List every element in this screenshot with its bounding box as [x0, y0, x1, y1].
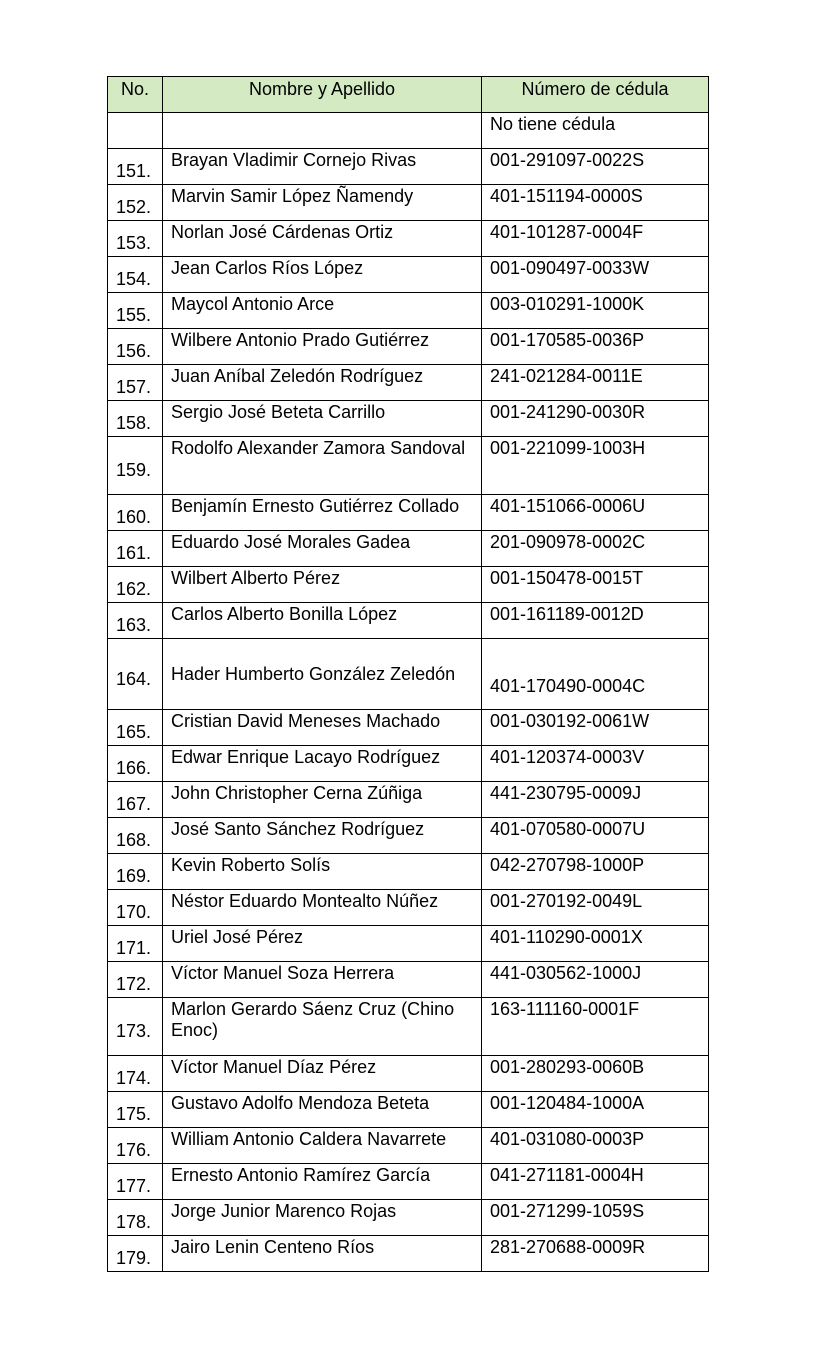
table-row [108, 1236, 709, 1272]
row-cedula: 001-150478-0015T [482, 567, 709, 603]
table-row [108, 567, 709, 603]
table-row [108, 365, 709, 401]
row-name: José Santo Sánchez Rodríguez [163, 818, 482, 854]
table-row [108, 782, 709, 818]
row-cedula: 401-151194-0000S [482, 185, 709, 221]
records-table [107, 76, 709, 1272]
row-number: 178. [108, 1200, 163, 1236]
row-cedula: 001-090497-0033W [482, 257, 709, 293]
table-row [108, 329, 709, 365]
table-row [108, 639, 709, 710]
row-cedula: 001-280293-0060B [482, 1056, 709, 1092]
row-name: Víctor Manuel Soza Herrera [163, 962, 482, 998]
table-row [108, 854, 709, 890]
row-name: Wilbert Alberto Pérez [163, 567, 482, 603]
row-cedula: 401-110290-0001X [482, 926, 709, 962]
table-header-row [108, 77, 709, 113]
row-cedula: 281-270688-0009R [482, 1236, 709, 1272]
row-cedula: 003-010291-1000K [482, 293, 709, 329]
row-name: John Christopher Cerna Zúñiga [163, 782, 482, 818]
row-name: Jean Carlos Ríos López [163, 257, 482, 293]
row-name: Maycol Antonio Arce [163, 293, 482, 329]
row-number: 168. [108, 818, 163, 854]
row-number: 164. [108, 639, 163, 710]
row-number: 169. [108, 854, 163, 890]
row-number: 174. [108, 1056, 163, 1092]
table-row [108, 1092, 709, 1128]
row-cedula: 241-021284-0011E [482, 365, 709, 401]
row-name: Uriel José Pérez [163, 926, 482, 962]
row-name: Gustavo Adolfo Mendoza Beteta [163, 1092, 482, 1128]
row-name: Norlan José Cárdenas Ortiz [163, 221, 482, 257]
row-cedula: 401-101287-0004F [482, 221, 709, 257]
row-number: 153. [108, 221, 163, 257]
row-cedula: 001-221099-1003H [482, 437, 709, 495]
row-cedula: 441-030562-1000J [482, 962, 709, 998]
row-name: Jorge Junior Marenco Rojas [163, 1200, 482, 1236]
table-row [108, 1164, 709, 1200]
row-cedula: 001-120484-1000A [482, 1092, 709, 1128]
row-name: Wilbere Antonio Prado Gutiérrez [163, 329, 482, 365]
row-number: 179. [108, 1236, 163, 1272]
row-cedula: 401-070580-0007U [482, 818, 709, 854]
row-name: Brayan Vladimir Cornejo Rivas [163, 149, 482, 185]
row-number: 171. [108, 926, 163, 962]
row-number: 176. [108, 1128, 163, 1164]
row-number: 165. [108, 710, 163, 746]
row-number: 152. [108, 185, 163, 221]
row-cedula: 042-270798-1000P [482, 854, 709, 890]
row-cedula: 401-170490-0004C [482, 639, 709, 710]
table-row [108, 257, 709, 293]
table-row [108, 998, 709, 1056]
row-name: Edwar Enrique Lacayo Rodríguez [163, 746, 482, 782]
row-number: 175. [108, 1092, 163, 1128]
row-number [108, 113, 163, 149]
row-number: 162. [108, 567, 163, 603]
row-name: Víctor Manuel Díaz Pérez [163, 1056, 482, 1092]
row-name: Sergio José Beteta Carrillo [163, 401, 482, 437]
table-row [108, 1200, 709, 1236]
row-name: Marvin Samir López Ñamendy [163, 185, 482, 221]
row-number: 173. [108, 998, 163, 1056]
row-number: 167. [108, 782, 163, 818]
row-number: 166. [108, 746, 163, 782]
row-name: Ernesto Antonio Ramírez García [163, 1164, 482, 1200]
row-number: 160. [108, 495, 163, 531]
row-name: Néstor Eduardo Montealto Núñez [163, 890, 482, 926]
row-name: Jairo Lenin Centeno Ríos [163, 1236, 482, 1272]
row-name: Hader Humberto González Zeledón [163, 639, 482, 710]
row-name: William Antonio Caldera Navarrete [163, 1128, 482, 1164]
table-row [108, 495, 709, 531]
row-cedula: 001-271299-1059S [482, 1200, 709, 1236]
row-number: 155. [108, 293, 163, 329]
table-row [108, 1056, 709, 1092]
row-cedula: 401-031080-0003P [482, 1128, 709, 1164]
row-name: Juan Aníbal Zeledón Rodríguez [163, 365, 482, 401]
row-number: 163. [108, 603, 163, 639]
row-number: 154. [108, 257, 163, 293]
table-row [108, 401, 709, 437]
row-number: 158. [108, 401, 163, 437]
table-row [108, 746, 709, 782]
row-name: Rodolfo Alexander Zamora Sandoval [163, 437, 482, 495]
table-row [108, 603, 709, 639]
row-cedula: 041-271181-0004H [482, 1164, 709, 1200]
row-number: 156. [108, 329, 163, 365]
column-header-cedula: Número de cédula [482, 77, 709, 113]
row-cedula: 001-270192-0049L [482, 890, 709, 926]
row-cedula: 001-170585-0036P [482, 329, 709, 365]
table-row [108, 531, 709, 567]
row-number: 170. [108, 890, 163, 926]
table-row [108, 293, 709, 329]
table-row [108, 221, 709, 257]
row-name [163, 113, 482, 149]
row-number: 177. [108, 1164, 163, 1200]
row-cedula: No tiene cédula [482, 113, 709, 149]
row-name: Benjamín Ernesto Gutiérrez Collado [163, 495, 482, 531]
table-row [108, 437, 709, 495]
column-header-no: No. [108, 77, 163, 113]
table-row [108, 890, 709, 926]
row-name: Kevin Roberto Solís [163, 854, 482, 890]
row-name: Cristian David Meneses Machado [163, 710, 482, 746]
row-number: 151. [108, 149, 163, 185]
row-number: 159. [108, 437, 163, 495]
row-name: Marlon Gerardo Sáenz Cruz (Chino Enoc) [163, 998, 482, 1056]
row-cedula: 001-030192-0061W [482, 710, 709, 746]
row-cedula: 401-151066-0006U [482, 495, 709, 531]
row-cedula: 001-161189-0012D [482, 603, 709, 639]
row-number: 157. [108, 365, 163, 401]
row-cedula: 401-120374-0003V [482, 746, 709, 782]
column-header-name: Nombre y Apellido [163, 77, 482, 113]
table-row [108, 962, 709, 998]
table-row [108, 1128, 709, 1164]
row-name: Eduardo José Morales Gadea [163, 531, 482, 567]
row-cedula: 201-090978-0002C [482, 531, 709, 567]
table-row [108, 710, 709, 746]
table-row [108, 113, 709, 149]
row-number: 161. [108, 531, 163, 567]
table-row [108, 149, 709, 185]
row-cedula: 163-111160-0001F [482, 998, 709, 1056]
row-number: 172. [108, 962, 163, 998]
table-row [108, 818, 709, 854]
table-row [108, 926, 709, 962]
row-name: Carlos Alberto Bonilla López [163, 603, 482, 639]
table-row [108, 185, 709, 221]
row-cedula: 441-230795-0009J [482, 782, 709, 818]
row-cedula: 001-291097-0022S [482, 149, 709, 185]
row-cedula: 001-241290-0030R [482, 401, 709, 437]
